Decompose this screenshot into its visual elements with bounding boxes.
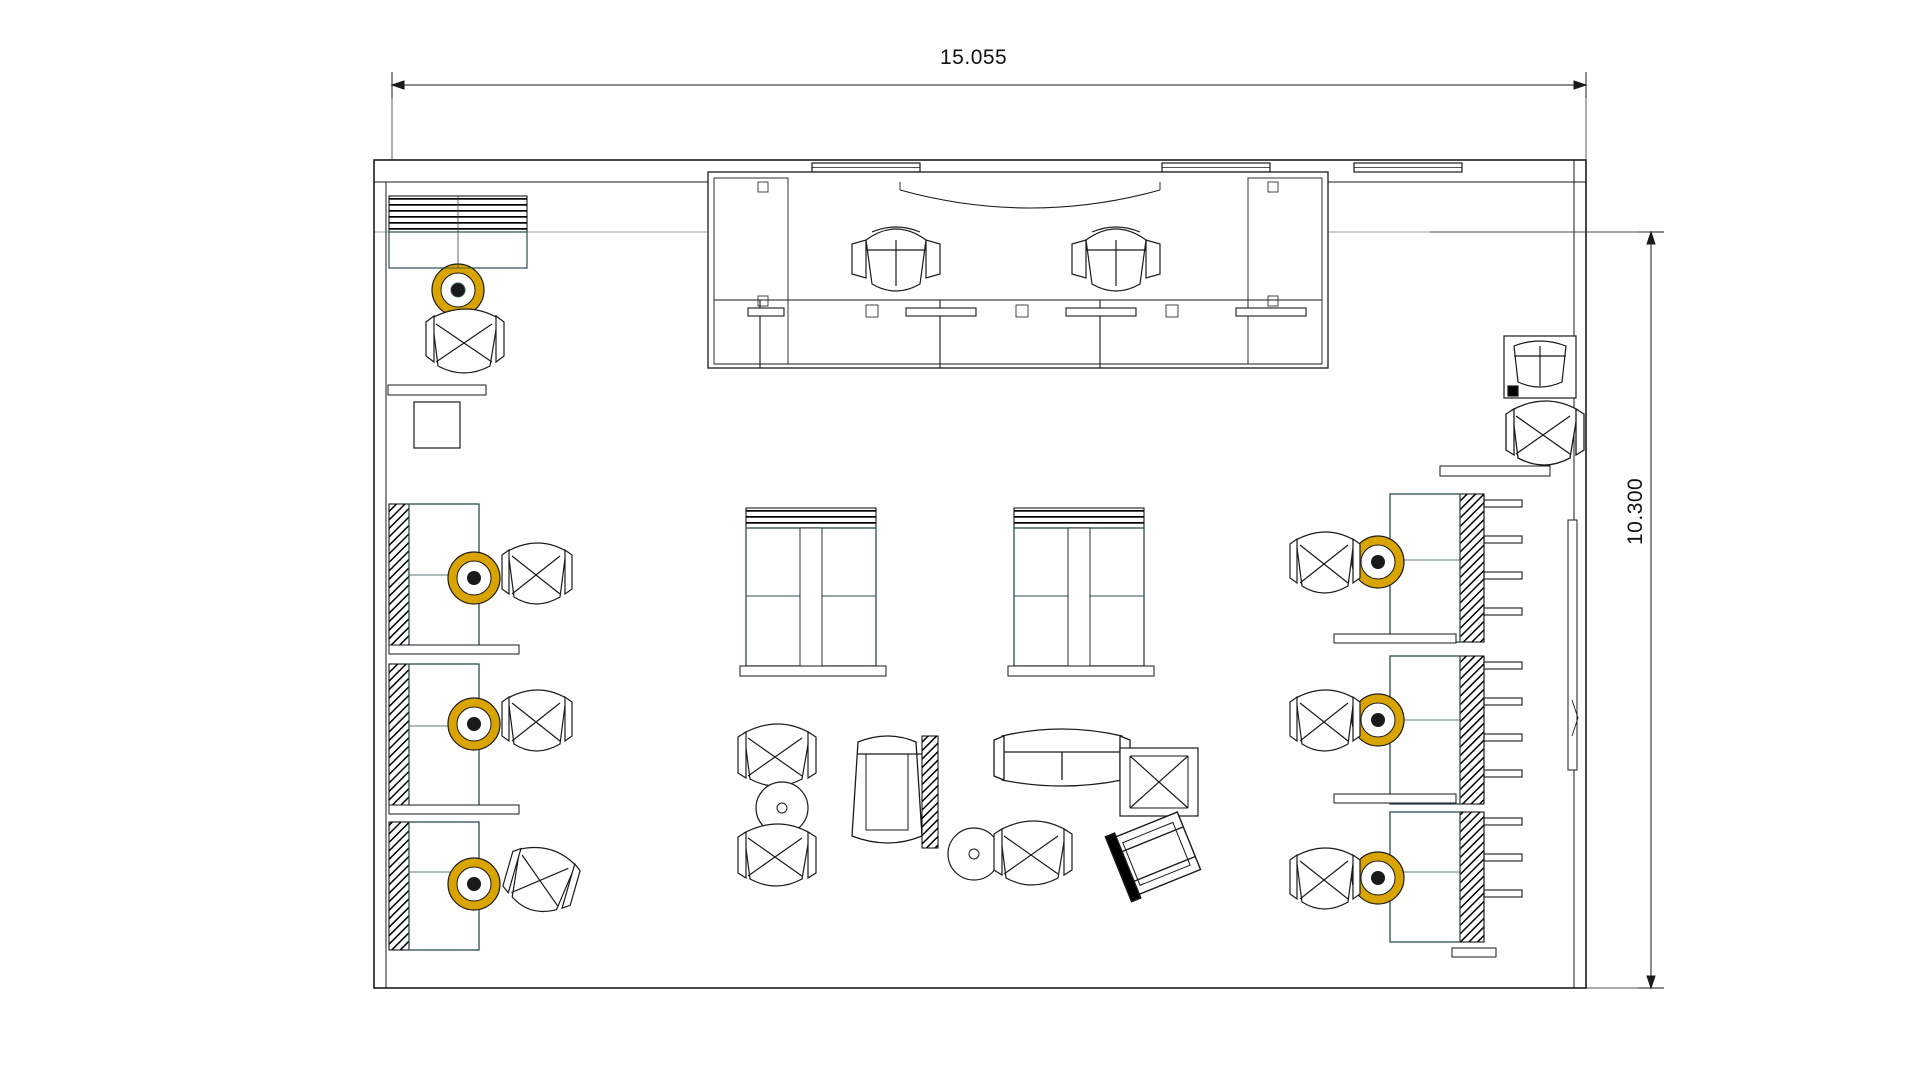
desk-right-top <box>1504 336 1576 398</box>
bed-right-2 <box>1290 656 1522 804</box>
dimension-right-label: 10.300 <box>1624 477 1647 545</box>
divider-panel-center <box>922 736 938 848</box>
dimension-top <box>392 72 1586 160</box>
wardrobe-center-2 <box>1008 508 1154 676</box>
shelf-right-top <box>1440 466 1550 476</box>
armchair-top-left <box>426 309 504 373</box>
armchair-center-3 <box>852 736 922 843</box>
dimension-top-label: 15.055 <box>940 46 1008 69</box>
round-table-center-2 <box>948 828 1000 880</box>
bed-left-2 <box>389 664 572 814</box>
bed-left-3 <box>389 822 583 950</box>
bed-top-left <box>389 196 527 316</box>
sofa-center <box>994 729 1130 786</box>
bed-right-1 <box>1290 494 1522 643</box>
console-table-center <box>1120 748 1198 816</box>
armchair-center-2 <box>738 824 816 886</box>
armchair-center-4 <box>994 821 1072 885</box>
armchair-center-1 <box>738 724 816 786</box>
shelf-top-left <box>388 385 486 395</box>
bed-left-1 <box>389 504 572 654</box>
reception-counter <box>708 172 1328 368</box>
armchair-right-top <box>1506 401 1584 465</box>
square-table-top-left <box>414 402 460 448</box>
bed-right-3 <box>1290 812 1522 957</box>
folding-chair-center <box>1105 808 1202 901</box>
wardrobe-center-1 <box>740 508 886 676</box>
